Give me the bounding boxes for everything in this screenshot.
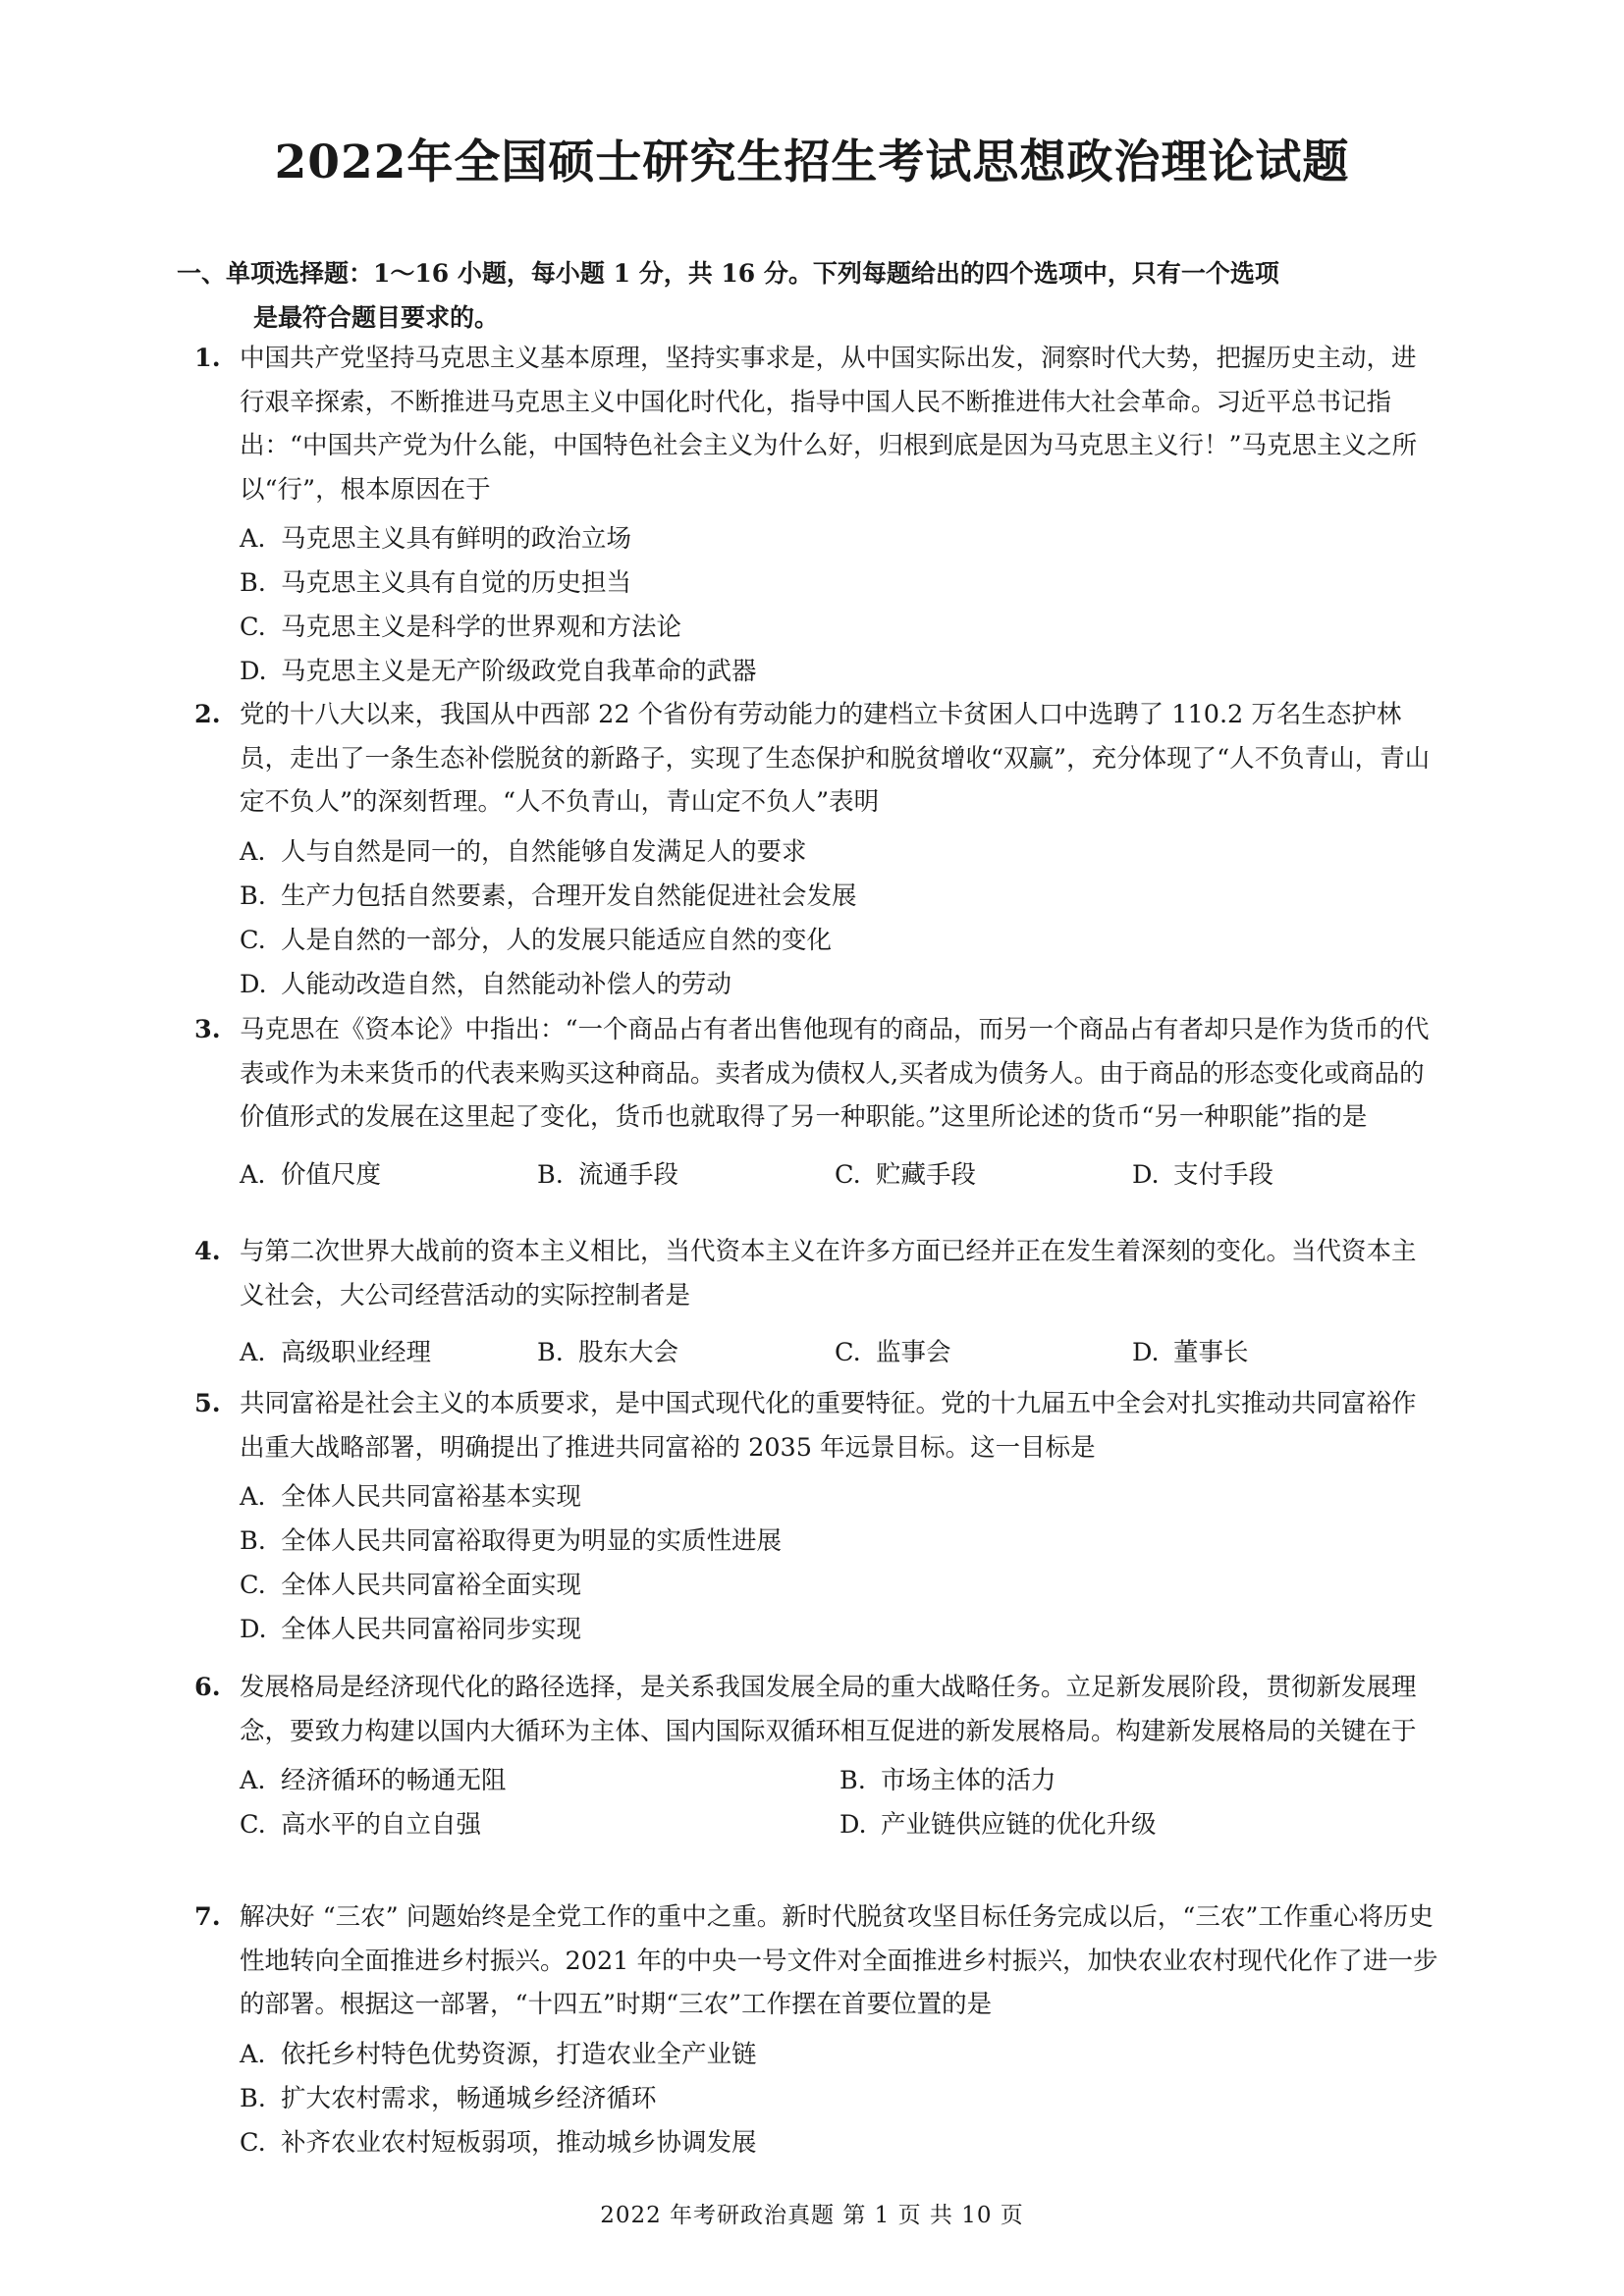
option-c: C. 贮藏手段 bbox=[835, 1159, 977, 1190]
option-c: C. 高水平的自立自强 bbox=[240, 1810, 482, 1840]
option-a: A. 马克思主义具有鲜明的政治立场 bbox=[240, 524, 632, 554]
option-d: D. 人能动改造自然，自然能动补偿人的劳动 bbox=[240, 969, 732, 999]
option-b: B. 扩大农村需求，畅通城乡经济循环 bbox=[240, 2083, 657, 2113]
option-b: B. 全体人民共同富裕取得更为明显的实质性进展 bbox=[240, 1526, 783, 1556]
option-list bbox=[194, 1153, 1439, 1198]
option-b: B. 股东大会 bbox=[537, 1338, 679, 1367]
option-list bbox=[194, 1475, 1439, 1652]
option-d: D. 支付手段 bbox=[1132, 1159, 1274, 1190]
question-number: 5. bbox=[194, 1389, 221, 1418]
option-b: B. 市场主体的活力 bbox=[839, 1766, 1056, 1795]
option-d: D. 董事长 bbox=[1132, 1338, 1249, 1367]
option-b: B. 马克思主义具有自觉的历史担当 bbox=[240, 568, 632, 598]
question-3 bbox=[194, 1008, 1439, 1198]
section-instructions bbox=[177, 251, 1453, 340]
page-footer: 2022 年考研政治真题 第 1 页 共 10 页 bbox=[600, 2203, 1024, 2228]
option-a: A. 依托乡村特色优势资源，打造农业全产业链 bbox=[240, 2039, 757, 2069]
page-title: 2022年全国硕士研究生招生考试思想政治理论试题 bbox=[274, 135, 1350, 189]
question-number: 3. bbox=[194, 1015, 221, 1044]
option-list bbox=[194, 1759, 1439, 1847]
question-4 bbox=[194, 1230, 1439, 1375]
option-c: C. 补齐农业农村短板弱项，推动城乡协调发展 bbox=[240, 2127, 757, 2158]
question-number: 1. bbox=[194, 344, 221, 373]
option-c: C. 人是自然的一部分，人的发展只能适应自然的变化 bbox=[240, 925, 833, 955]
question-stem: 共同富裕是社会主义的本质要求，是中国式现代化的重要特征。党的十九届五中全会对扎实推动共同富裕作出重大战略部署，明确提出了推进共同富裕的 2035 年远景目标。这一目标是 bbox=[240, 1389, 1417, 1463]
question-7 bbox=[194, 1896, 1439, 2165]
section-instructions-line1: 一、单项选择题：1～16 小题，每小题 1 分，共 16 分。下列每题给出的四个选项中，只有一个选项 bbox=[177, 259, 1279, 288]
question-number: 4. bbox=[194, 1237, 221, 1266]
question-5 bbox=[194, 1382, 1439, 1652]
option-b: B. 生产力包括自然要素，合理开发自然能促进社会发展 bbox=[240, 881, 857, 911]
option-c: C. 监事会 bbox=[835, 1338, 951, 1367]
option-list bbox=[194, 830, 1439, 1007]
option-list bbox=[194, 2033, 1439, 2165]
question-number: 2. bbox=[194, 700, 221, 729]
option-list bbox=[194, 517, 1439, 694]
option-a: A. 人与自然是同一的，自然能够自发满足人的要求 bbox=[240, 836, 807, 867]
question-stem: 解决好 “三农” 问题始终是全党工作的重中之重。新时代脱贫攻坚目标任务完成以后，“三农”工作重心将历史性地转向全面推进乡村振兴。2021 年的中央一号文件对全面推进乡村振兴，加快农业农村现代化作了进一步的部署。根据这一部署，“十四五”时期“三农”工作摆在首要位置的是 bbox=[240, 1902, 1438, 2019]
question-stem: 党的十八大以来，我国从中西部 22 个省份有劳动能力的建档立卡贫困人口中选聘了 110.2 万名生态护林员，走出了一条生态补偿脱贫的新路子，实现了生态保护和脱贫增收“双赢”，充分体现了“人不负青山，青山定不负人”的深刻哲理。“人不负青山，青山定不负人”表明 bbox=[240, 700, 1431, 817]
option-d: D. 马克思主义是无产阶级政党自我革命的武器 bbox=[240, 657, 757, 686]
option-a: A. 价值尺度 bbox=[240, 1159, 382, 1190]
option-a: A. 高级职业经理 bbox=[240, 1338, 432, 1367]
option-list bbox=[194, 1331, 1439, 1375]
question-number: 7. bbox=[194, 1902, 221, 1932]
question-1 bbox=[194, 337, 1439, 694]
option-d: D. 产业链供应链的优化升级 bbox=[839, 1810, 1157, 1840]
option-c: C. 全体人民共同富裕全面实现 bbox=[240, 1571, 582, 1600]
option-b: B. 流通手段 bbox=[537, 1159, 679, 1190]
question-6 bbox=[194, 1666, 1439, 1847]
question-number: 6. bbox=[194, 1673, 221, 1702]
question-2 bbox=[194, 693, 1439, 1007]
option-a: A. 全体人民共同富裕基本实现 bbox=[240, 1482, 582, 1512]
section-instructions-line2: 是最符合题目要求的。 bbox=[253, 303, 500, 332]
option-d: D. 全体人民共同富裕同步实现 bbox=[240, 1615, 582, 1644]
question-stem: 发展格局是经济现代化的路径选择，是关系我国发展全局的重大战略任务。立足新发展阶段，贯彻新发展理念，要致力构建以国内大循环为主体、国内国际双循环相互促进的新发展格局。构建新发展格局的关键在于 bbox=[240, 1673, 1417, 1746]
question-stem: 与第二次世界大战前的资本主义相比，当代资本主义在许多方面已经并正在发生着深刻的变化。当代资本主义社会，大公司经营活动的实际控制者是 bbox=[240, 1237, 1417, 1310]
question-stem: 马克思在《资本论》中指出：“一个商品占有者出售他现有的商品，而另一个商品占有者却只是作为货币的代表或作为未来货币的代表来购买这种商品。卖者成为债权人,买者成为债务人。由于商品的形态变化或商品的价值形式的发展在这里起了变化，货币也就取得了另一种职能。”这里所论述的货币“另一种职能”指的是 bbox=[240, 1015, 1430, 1132]
option-c: C. 马克思主义是科学的世界观和方法论 bbox=[240, 613, 682, 642]
option-a: A. 经济循环的畅通无阻 bbox=[240, 1766, 507, 1795]
question-stem: 中国共产党坚持马克思主义基本原理，坚持实事求是，从中国实际出发，洞察时代大势，把握历史主动，进行艰辛探索，不断推进马克思主义中国化时代化，指导中国人民不断推进伟大社会革命。习近平总书记指出：“中国共产党为什么能，中国特色社会主义为什么好，归根到底是因为马克思主义行！”马克思主义之所以“行”，根本原因在于 bbox=[240, 344, 1418, 505]
